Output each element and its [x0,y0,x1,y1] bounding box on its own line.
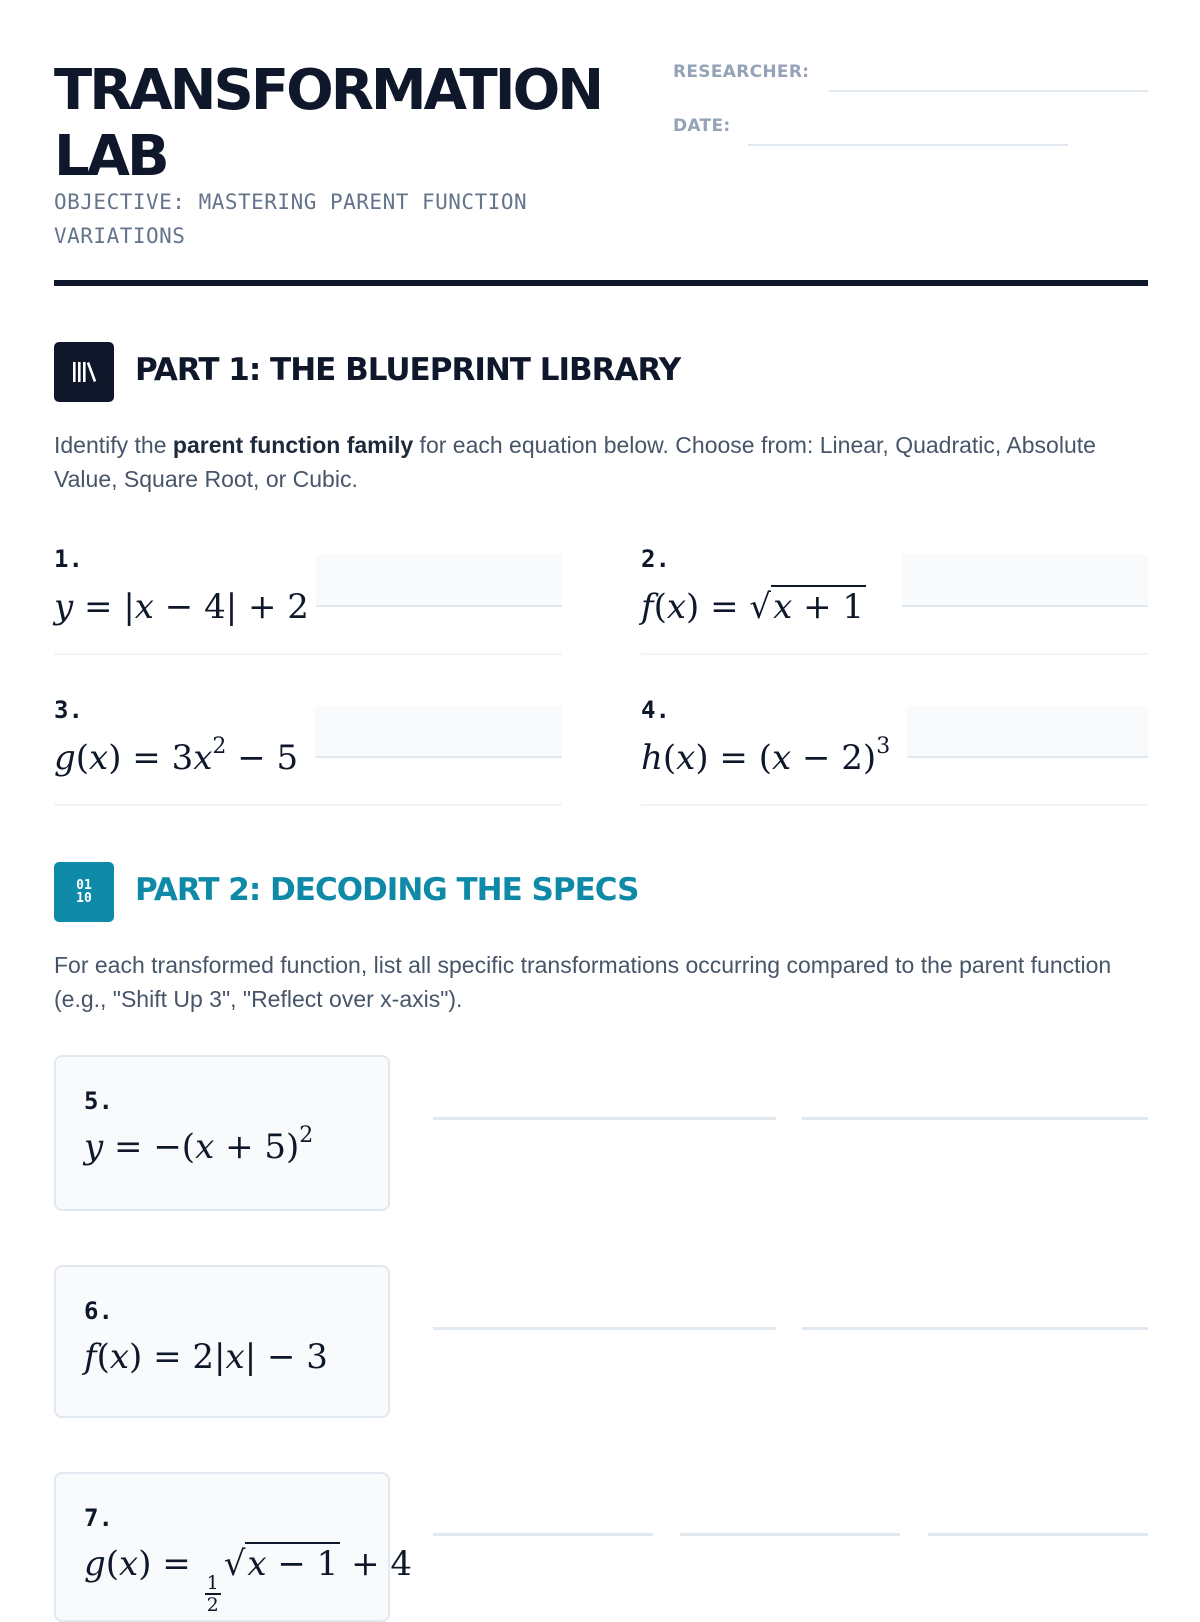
answer-line[interactable] [680,1533,900,1536]
binary-icon [54,862,114,922]
objective [54,185,594,253]
answer-field[interactable] [902,555,1148,607]
date-field[interactable] [748,144,1068,146]
question-number: 7. [84,1504,113,1532]
binary-icon-text: 01 [76,878,92,893]
equation: y = |x − 4| + 2 [54,587,309,627]
question-number: 5. [84,1087,113,1115]
title-line-2: LAB [54,124,167,189]
answer-line[interactable] [802,1327,1148,1330]
page-title [54,58,654,190]
title-line-1: TRANSFORMATION [54,58,602,123]
equation: $h(x) = (x - 2)^3$ [641,734,891,778]
library-icon [54,342,114,402]
part2-instructions: For each transformed function, list all specific transformations occurring compared to the parent function (e.g., "Shift Up 3", "Reflect over x-axis"). [54,952,1112,1012]
part2-title: PART 2: DECODING THE SPECS [135,872,639,908]
answer-line[interactable] [433,1533,653,1536]
header-divider [54,280,1148,286]
answer-line[interactable] [433,1327,776,1330]
equation: $g(x) = 3x^2 - 5$ [54,734,299,778]
equation: f(x) = 2|x| − 3 [84,1337,328,1377]
question-2 [641,545,1148,655]
answer-line[interactable] [928,1533,1148,1536]
answer-field[interactable] [316,555,562,607]
researcher-label: RESEARCHER: [673,62,810,82]
part1-title: PART 1: THE BLUEPRINT LIBRARY [135,352,681,388]
answer-field[interactable] [315,706,562,758]
answer-line[interactable] [433,1117,776,1120]
question-number: 2. [641,545,670,573]
answer-line[interactable] [802,1117,1148,1120]
equation: f(x) = √x + 1 [641,587,865,627]
instr-bold: parent function family [172,432,414,458]
binary-icon-text: 10 [76,891,92,906]
answer-field[interactable] [907,706,1148,758]
question-1 [54,545,562,655]
question-6 [54,1265,390,1418]
question-number: 6. [84,1297,113,1325]
question-number: 3. [54,696,83,724]
question-3 [54,696,562,806]
question-5 [54,1055,390,1211]
researcher-field[interactable] [829,90,1148,92]
equation: $y = -(x + 5)^2$ [84,1123,314,1167]
part1-instructions [54,428,1148,496]
instr-text: Identify the [54,432,173,458]
objective-line-1: OBJECTIVE: MASTERING PARENT FUNCTION [54,190,528,214]
question-4 [641,696,1148,806]
question-number: 1. [54,545,83,573]
objective-line-2: VARIATIONS [54,224,186,248]
question-number: 4. [641,696,670,724]
equation: g(x) = $\frac{1}{2}$ √x − 1 + 4 [84,1544,413,1616]
instr-text: for each equation below. Choose from: Linear, Quadratic, Absolute Value, Square Root, or Cubic. [54,432,1096,492]
date-label: DATE: [673,116,731,136]
